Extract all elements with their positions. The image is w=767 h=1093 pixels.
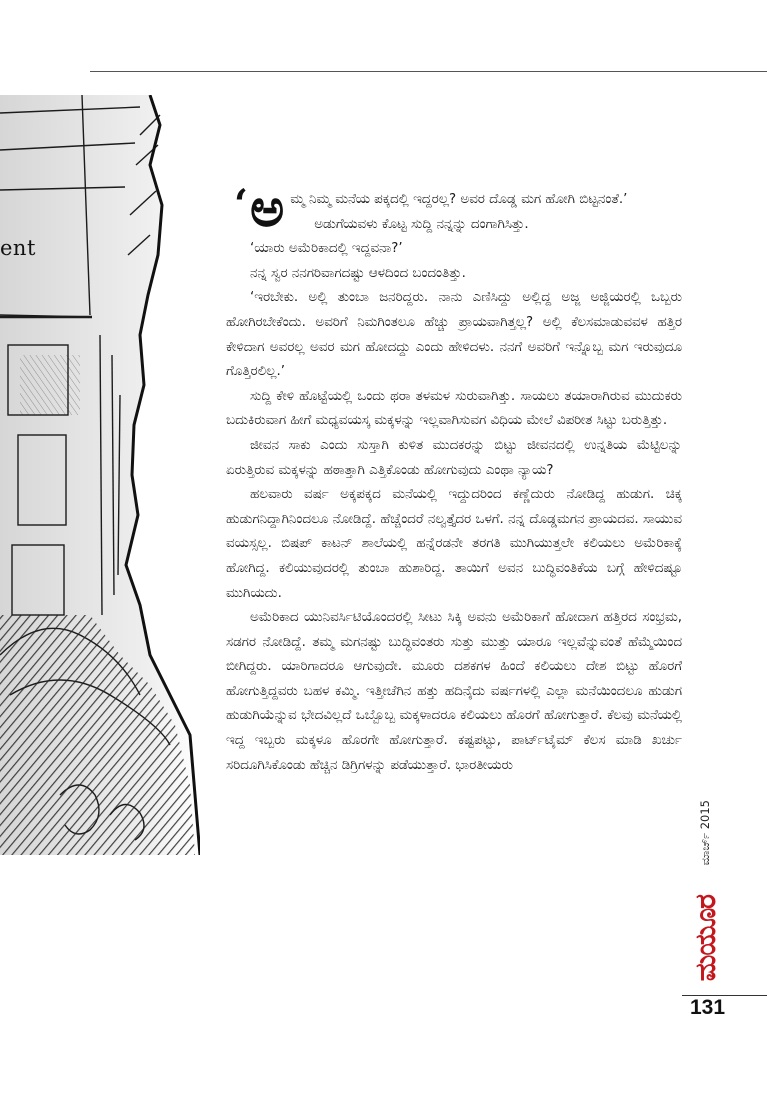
sketch-illustration xyxy=(0,95,200,855)
header-rule xyxy=(90,71,767,72)
article-paragraph: ಸುದ್ದಿ ಕೇಳಿ ಹೊಟ್ಟೆಯಲ್ಲಿ ಒಂದು ಥರಾ ತಳಮಳ ಸುರುವಾಗಿತ್ತು. ಸಾಯಲು ತಯಾರಾಗಿರುವ ಮುದುಕರು ಬದುಕಿರುವಾಗ ಹೀಗೆ ಮಧ್ಯವಯಸ್ಕ ಮಕ್ಕಳನ್ನು ಇಲ್ಲವಾಗಿಸುವಗ ವಿಧಿಯ ಮೇಲೆ ವಿಪರೀತ ಸಿಟ್ಟು ಬರುತ್ತಿತ್ತು. xyxy=(226,388,682,429)
article-paragraph: ‘ಯಾರು ಅಮೆರಿಕಾದಲ್ಲಿ ಇದ್ದವನಾ?’ xyxy=(250,241,403,257)
story-body xyxy=(226,178,682,778)
article-paragraph: ಜೀವನ ಸಾಕು ಎಂದು ಸುಸ್ತಾಗಿ ಕುಳಿತ ಮುದಕರನ್ನು ಬಿಟ್ಟು ಜೀವನದಲ್ಲಿ ಉನ್ನತಿಯ ಮೆಟ್ಟಿಲನ್ನು ಏರುತ್ತಿರುವ ಮಕ್ಕಳನ್ನು ಹಠಾತ್ತಾಗಿ ಎತ್ತಿಕೊಂಡು ಹೋಗುವುದು ಎಂಥಾ ನ್ಯಾಯ? xyxy=(226,437,682,478)
article-paragraph: ನನ್ನ ಸ್ವರ ನನಗರಿವಾಗದಷ್ಟು ಆಳದಿಂದ ಬಂದಂತಿತ್ತು. xyxy=(250,265,466,281)
illustration-text-fragment: ent xyxy=(0,236,36,260)
magazine-masthead: ಮಯೂರ xyxy=(689,895,722,982)
opening-text: ಮ್ಮ ನಿಮ್ಮ ಮನೆಯ ಪಕ್ಕದಲ್ಲಿ ಇದ್ದರಲ್ಲ? ಅವರ ದೊಡ್ಡ ಮಗ ಹೋಗಿ ಬಿಟ್ಟನಂತೆ.’ xyxy=(290,192,628,207)
drop-cap: ಅ xyxy=(249,178,285,239)
article-paragraph: ‘ಇರಬೇಕು. ಅಲ್ಲಿ ತುಂಬಾ ಜನರಿದ್ದರು. ನಾನು ಎಣಿಸಿದ್ದು ಅಲ್ಲಿದ್ದ ಅಜ್ಜ ಅಜ್ಜಿಯರಲ್ಲಿ ಒಬ್ಬರು ಹೋಗಿರಬೇಕೆಂದು. ಅವರಿಗೆ ನಿಮಗಿಂತಲೂ ಹೆಚ್ಚು ಪ್ರಾಯವಾಗಿತ್ತಲ್ಲ? ಅಲ್ಲಿ ಕೆಲಸಮಾಡುವವಳ ಹತ್ತಿರ ಕೇಳಿದಾಗ ಅವರಲ್ಲ ಅವರ ಮಗ ಹೋದದ್ದು ಎಂದು ಹೇಳಿದಳು. ನನಗೆ ಅವರಿಗೆ ಇನ್ನೊಬ್ಬ ಮಗ ಇರುವುದೂ ಗೊತ್ತಿರಲಿಲ್ಲ.’ xyxy=(226,290,682,380)
opening-quote-mark: ‘ xyxy=(234,181,248,228)
article-paragraph: ಅಮೆರಿಕಾದ ಯುನಿವರ್ಸಿಟಿಯೊಂದರಲ್ಲಿ ಸೀಟು ಸಿಕ್ಕಿ ಅವನು ಅಮೆರಿಕಾಗೆ ಹೋದಾಗ ಹತ್ತಿರದ ಸಂಭ್ರಮ, ಸಡಗರ ನೋಡಿದ್ದೆ. ತಮ್ಮ ಮಗನಷ್ಟು ಬುದ್ಧಿವಂತರು ಸುತ್ತು ಮುತ್ತು ಯಾರೂ ಇಲ್ಲವೆನ್ನುವಂತೆ ಹೆಮ್ಮೆಯಿಂದ ಬೀಗಿದ್ದರು. ಯಾರಿಗಾದರೂ ಆಗುವುದೇ. ಮೂರು ದಶಕಗಳ ಹಿಂದೆ ಕಲಿಯಲು ದೇಶ ಬಿಟ್ಟು ಹೊರಗೆ ಹೋಗುತ್ತಿದ್ದವರು ಬಹಳ ಕಮ್ಮಿ. ಇತ್ತೀಚೆಗಿನ ಹತ್ತು ಹದಿನೈದು ವರ್ಷಗಳಲ್ಲಿ ಎಲ್ಲಾ ಮನೆಯಿಂದಲೂ ಹುಡುಗ ಹುಡುಗಿಯೆನ್ನುವ ಭೇದವಿಲ್ಲದೆ ಒಬ್ಬೊಬ್ಬ ಮಕ್ಕಳಾದರೂ ಕಲಿಯಲು ಹೊರಗೆ ಹೋಗುತ್ತಾರೆ. ಕೆಲವು ಮನೆಯಲ್ಲಿ ಇದ್ದ ಇಬ್ಬರು ಮಕ್ಕಳೂ ಹೊರಗೇ ಹೋಗುತ್ತಾರೆ. ಕಷ್ಟಪಟ್ಟು, ಪಾರ್ಟ್‌ಟೈಮ್ ಕೆಲಸ ಮಾಡಿ ಖರ್ಚು ಸರಿದೂಗಿಸಿಕೊಂಡು ಹೆಚ್ಚಿನ ಡಿಗ್ರಿಗಳನ್ನು ಪಡೆಯುತ್ತಾರೆ. ಭಾರತೀಯರು xyxy=(226,610,682,773)
issue-month-year: ಮಾರ್ಚ್ 2015 xyxy=(698,800,712,866)
page-number: 131 xyxy=(690,996,726,1019)
article-paragraph: ಅಡುಗೆಯವಳು ಕೊಟ್ಟ ಸುದ್ದಿ ನನ್ನನ್ನು ದಂಗಾಗಿಸಿತ್ತು. xyxy=(314,216,529,232)
article-paragraph: ಹಲವಾರು ವರ್ಷ ಅಕ್ಕಪಕ್ಕದ ಮನೆಯಲ್ಲಿ ಇದ್ದುದರಿಂದ ಕಣ್ಣೆದುರು ನೋಡಿದ್ದ ಹುಡುಗ. ಚಿಕ್ಕ ಹುಡುಗನಿದ್ದಾಗಿನಿಂದಲೂ ನೋಡಿದ್ದೆ. ಹೆಚ್ಚೆಂದರೆ ನಲ್ವತ್ತೈದರ ಒಳಗೆ. ನನ್ನ ದೊಡ್ಡಮಗನ ಪ್ರಾಯದವ. ಸಾಯುವ ವಯಸ್ಸಲ್ಲ. ಬಿಷಪ್ ಕಾಟನ್ ಶಾಲೆಯಲ್ಲಿ ಹನ್ನೆರಡನೇ ತರಗತಿ ಮುಗಿಯುತ್ತಲೇ ಕಲಿಯಲು ಅಮೆರಿಕಾಕ್ಕೆ ಹೋಗಿದ್ದ. ಕಲಿಯುವುದರಲ್ಲಿ ತುಂಬಾ ಹುಶಾರಿದ್ದ. ತಾಯಿಗೆ ಅವನ ಬುದ್ಧಿವಂತಿಕೆಯ ಬಗ್ಗೆ ಹೇಳಿದಷ್ಟೂ ಮುಗಿಯದು. xyxy=(226,487,682,601)
